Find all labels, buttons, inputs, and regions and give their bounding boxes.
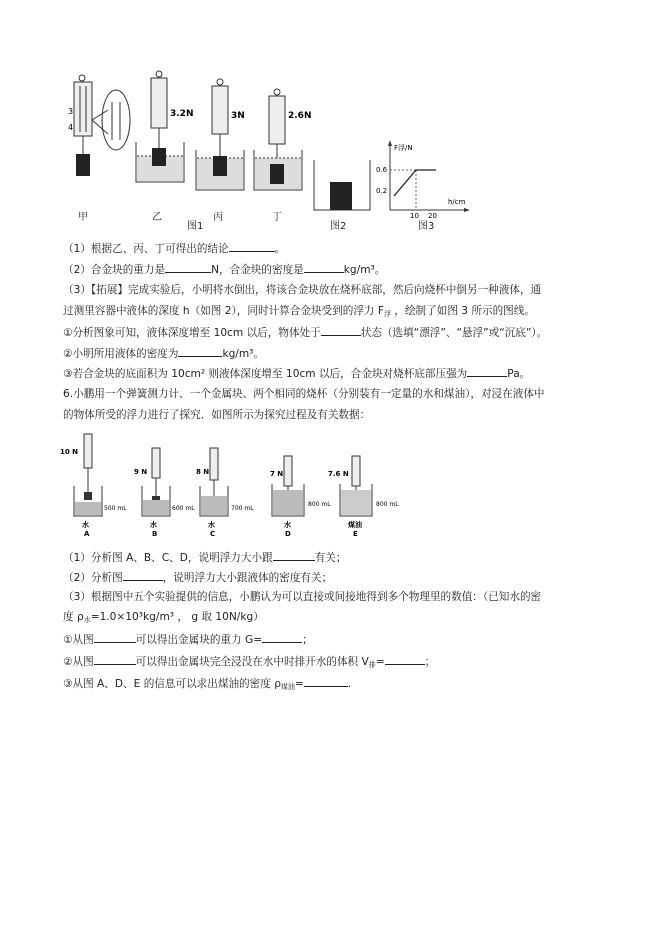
label-fig3: 图3 xyxy=(418,221,435,232)
svg-text:700 mL: 700 mL xyxy=(231,505,254,512)
q5-sub2: ②小明所用液体的密度为 kg/m³。 xyxy=(63,348,265,360)
svg-text:煤油: 煤油 xyxy=(348,521,362,529)
label-yi: 乙 xyxy=(152,212,162,223)
q5-sub3: ③若合金块的底面积为 10cm² 则液体深度增至 10cm 以后，合金块对烧杯底部压强为 Pa。 xyxy=(63,368,531,380)
reading-bing: 3N xyxy=(231,111,245,121)
label-fig1: 图1 xyxy=(187,221,204,232)
q6-part3-line1: （3）根据图中五个实验提供的信息，小鹏认为可以直接或间接地得到多个物理里的数值：（已知水的密 xyxy=(63,591,542,603)
graph-y1: 0.6 xyxy=(376,166,388,174)
svg-text:水: 水 xyxy=(208,521,215,529)
q6-sub3: ③从图 A、D、E 的信息可以求出煤油的密度 $\rho_{煤油}=$ . xyxy=(63,678,352,691)
beaker-fig2 xyxy=(314,160,370,210)
graph-xlabel: h/cm xyxy=(448,198,466,206)
experiment-b xyxy=(134,448,195,538)
svg-text:D: D xyxy=(285,530,291,538)
q6-sub2: ②从图 可以得出金属块完全浸没在水中时排开水的体积 $V_排=$ ； xyxy=(63,656,436,669)
svg-text:8 N: 8 N xyxy=(196,468,210,476)
q6-intro-line1: 6.小鹏用一个弹簧测力计、一个金属块、两个相同的烧杯（分别装有一定量的水和煤油），对浸在液体中 xyxy=(63,388,545,400)
label-bing: 丙 xyxy=(213,212,223,223)
q6-sub1: ①从图 可以得出金属块的重力 G= ； xyxy=(63,634,313,646)
figure-q6 xyxy=(60,428,400,540)
spring-scale-jia xyxy=(68,75,130,176)
svg-text:9 N: 9 N xyxy=(134,468,148,476)
graph-ylabel: F浮/N xyxy=(394,144,413,152)
label-ding: 丁 xyxy=(272,212,282,223)
svg-text:水: 水 xyxy=(82,521,89,529)
experiment-c xyxy=(196,448,254,538)
graph-x1: 10 xyxy=(410,212,419,220)
spring-scale-yi xyxy=(136,71,193,182)
spring-scale-ding xyxy=(254,89,311,190)
svg-text:水: 水 xyxy=(284,521,291,529)
experiment-a xyxy=(60,434,127,538)
q5-part3-line1: （3）【拓展】完成实验后，小明将水倒出，将该合金块放在烧杯底部，然后向烧杯中倒另一种液体，通 xyxy=(63,284,542,296)
svg-text:C: C xyxy=(210,530,216,538)
graph-y2: 0.2 xyxy=(376,187,388,195)
graph-fig3 xyxy=(376,140,470,220)
experiment-d xyxy=(270,456,331,538)
svg-text:800 mL: 800 mL xyxy=(376,501,399,508)
experiment-e xyxy=(328,456,399,538)
svg-text:7.6 N: 7.6 N xyxy=(328,470,349,478)
q5-part1: （1）根据乙、丙、丁可得出的结论 。 xyxy=(63,243,286,255)
svg-text:800 mL: 800 mL xyxy=(308,501,331,508)
q5-part3-line2: 过测里容器中液体的深度 h（如图 2），同时计算合金块受到的浮力 $F_浮$ ，绘制了如图 3 所示的图线。 xyxy=(63,305,535,318)
svg-text:10 N: 10 N xyxy=(60,448,79,456)
scale-mark-3: 3 xyxy=(68,107,74,116)
svg-text:水: 水 xyxy=(150,521,157,529)
q5-sub1: ①分析图象可知，液体深度增至 10cm 以后，物体处于 状态（选填“漂浮”、“悬浮”或“沉底”）。 xyxy=(63,327,548,339)
q6-part1: （1）分析图 A、B、C、D，说明浮力大小跟 有关； xyxy=(63,552,347,564)
q6-intro-line2: 的物体所受的浮力进行了探究．如图所示为探究过程及有关数据： xyxy=(63,409,371,421)
graph-x2: 20 xyxy=(428,212,437,220)
svg-text:600 mL: 600 mL xyxy=(172,505,195,512)
scale-mark-4: 4 xyxy=(68,123,74,132)
svg-text:A: A xyxy=(84,530,90,538)
svg-text:B: B xyxy=(152,530,158,538)
svg-text:E: E xyxy=(353,530,358,538)
q6-part2: （2）分析图 ，说明浮力大小跟液体的密度有关； xyxy=(63,572,333,584)
label-jia: 甲 xyxy=(78,212,88,223)
figure-1-2-3 xyxy=(60,70,480,230)
svg-text:500 mL: 500 mL xyxy=(104,505,127,512)
spring-scale-bing xyxy=(196,79,245,190)
reading-ding: 2.6N xyxy=(288,111,312,121)
label-fig2: 图2 xyxy=(330,221,347,232)
q6-part3-line2: 度 $\rho_水=1.0\times 10^3kg/m^3$ ， g 取 10N/kg） xyxy=(63,611,264,624)
q5-part2: （2）合金块的重力是 N，合金块的密度是 kg/m³。 xyxy=(63,264,386,276)
svg-text:7 N: 7 N xyxy=(270,470,284,478)
reading-yi: 3.2N xyxy=(170,109,194,119)
